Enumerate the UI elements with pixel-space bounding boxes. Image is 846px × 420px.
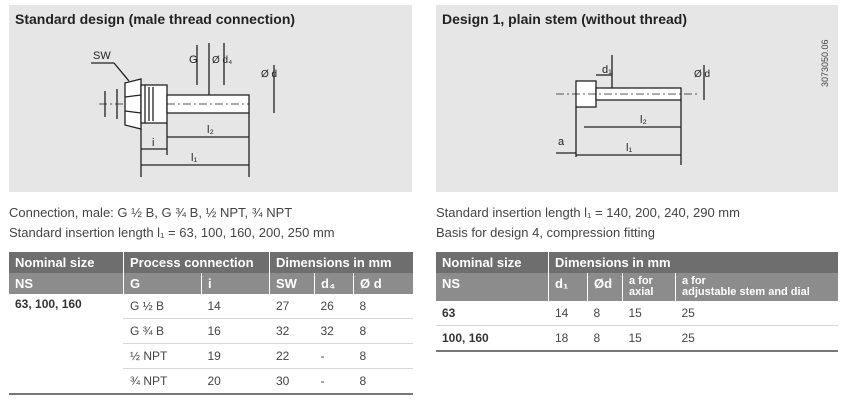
subheader-a-axial-line2: axial: [629, 286, 654, 298]
cell-d: 8: [354, 369, 414, 395]
label-sw: SW: [93, 50, 111, 62]
label-d1: d₁: [602, 64, 612, 76]
label-l1: l₁: [626, 142, 633, 154]
right-panel-title: Design 1, plain stem (without thread): [442, 11, 688, 27]
subheader-d: Ød: [588, 273, 623, 301]
table-row: [436, 326, 838, 352]
ns-cell: 63, 100, 160: [9, 294, 124, 394]
subheader-ns: NS: [9, 273, 124, 294]
cell-a-axial: 15: [623, 326, 676, 352]
male-thread-drawing: [9, 5, 412, 192]
cell-sw: 27: [270, 294, 315, 319]
cell-g: G ¾ B: [124, 319, 202, 344]
left-panel-title: Standard design (male thread connection): [15, 11, 296, 27]
cell-a-adjustable: 25: [676, 326, 839, 352]
table-row: [9, 294, 413, 319]
left-desc-connection: Connection, male: G ½ B, G ¾ B, ½ NPT, ¾ NPT: [9, 205, 293, 220]
cell-g: ¾ NPT: [124, 369, 202, 395]
subheader-a-adjustable: [676, 273, 839, 301]
right-dimension-table: [436, 252, 838, 352]
cell-d: 8: [588, 326, 623, 352]
cell-sw: 22: [270, 344, 315, 369]
label-d: Ø d: [694, 69, 711, 80]
cell-i: 20: [202, 369, 270, 395]
cell-sw: 32: [270, 319, 315, 344]
subheader-a-axial-line1: a for: [629, 275, 653, 287]
cell-ns: 63: [436, 301, 549, 326]
cell-g: ½ NPT: [124, 344, 202, 369]
cell-d: 8: [354, 294, 414, 319]
left-drawing-panel: [9, 5, 412, 192]
cell-i: 19: [202, 344, 270, 369]
cell-ns: 100, 160: [436, 326, 549, 352]
cell-a-adjustable: 25: [676, 301, 839, 326]
subheader-ns: NS: [436, 273, 549, 301]
subheader-sw: SW: [270, 273, 315, 294]
cell-d: 8: [354, 344, 414, 369]
cell-d4: 26: [315, 294, 354, 319]
left-dimension-table: [9, 252, 413, 395]
subheader-d1: d₁: [549, 273, 588, 301]
label-l2: l₂: [640, 114, 647, 126]
subheader-a-adj-line1: a for: [682, 275, 706, 287]
subheader-d4: d₄: [315, 273, 354, 294]
label-a: a: [558, 136, 565, 148]
header-dimensions: Dimensions in mm: [549, 252, 839, 273]
label-g: G: [189, 54, 198, 66]
label-d: Ø d: [261, 69, 278, 80]
subheader-a-axial: [623, 273, 676, 301]
subheader-i: i: [202, 273, 270, 294]
cell-d1: 18: [549, 326, 588, 352]
cell-a-axial: 15: [623, 301, 676, 326]
table-row: [436, 301, 838, 326]
header-nominal-size: Nominal size: [9, 252, 124, 273]
cell-g: G ½ B: [124, 294, 202, 319]
cell-d: 8: [588, 301, 623, 326]
header-nominal-size: Nominal size: [436, 252, 549, 273]
right-description: [436, 203, 740, 243]
cell-d4: -: [315, 369, 354, 395]
left-description: [9, 203, 335, 243]
right-desc-insertion: Standard insertion length l₁ = 140, 200, 240, 290 mm: [436, 205, 740, 220]
cell-d: 8: [354, 319, 414, 344]
plain-stem-drawing: [436, 5, 838, 192]
cell-d4: -: [315, 344, 354, 369]
header-process-connection: Process connection: [124, 252, 270, 273]
cell-d1: 14: [549, 301, 588, 326]
label-l2: l₂: [207, 124, 214, 136]
cell-d4: 32: [315, 319, 354, 344]
left-desc-insertion: Standard insertion length l₁ = 63, 100, 160, 200, 250 mm: [9, 225, 335, 240]
subheader-d: Ø d: [354, 273, 414, 294]
label-l1: l₁: [191, 152, 198, 164]
subheader-a-adj-line2: adjustable stem and dial: [682, 286, 810, 298]
label-i: i: [152, 137, 155, 149]
right-desc-basis: Basis for design 4, compression fitting: [436, 225, 655, 240]
subheader-g: G: [124, 273, 202, 294]
cell-i: 14: [202, 294, 270, 319]
document-number: 3073050.06: [820, 39, 830, 87]
cell-sw: 30: [270, 369, 315, 395]
cell-i: 16: [202, 319, 270, 344]
label-d4: Ø d₄: [212, 55, 233, 66]
right-drawing-panel: [436, 5, 838, 192]
header-dimensions: Dimensions in mm: [270, 252, 414, 273]
